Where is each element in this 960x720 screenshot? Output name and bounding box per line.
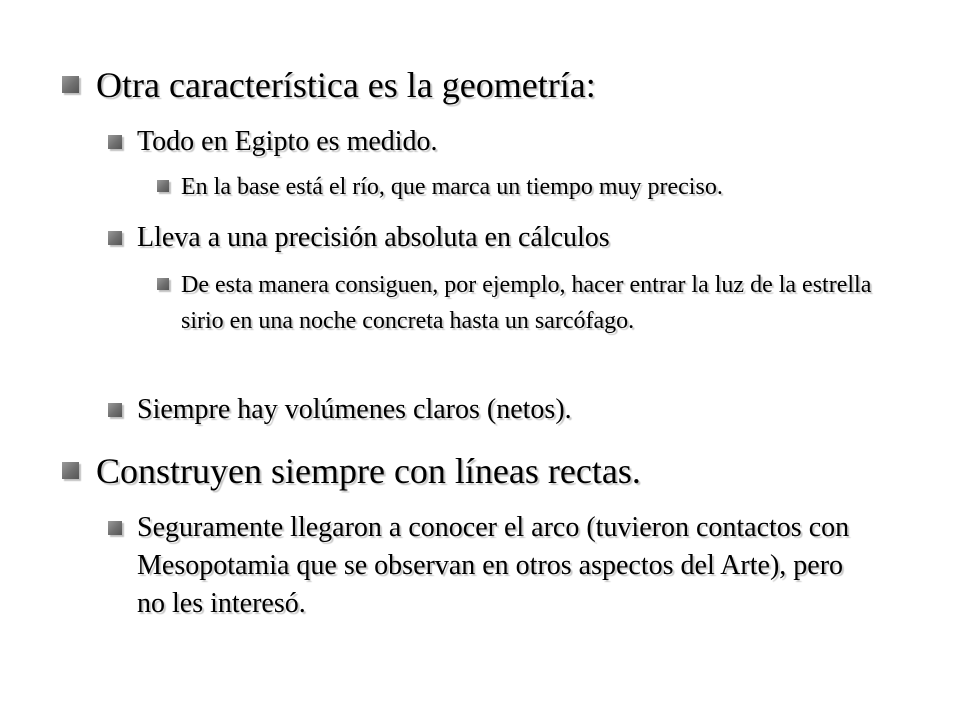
bullet-text: Seguramente llegaron a conocer el arco (tuvieron contactos con Mesopotamia que se observan en otros aspectos del Arte), pero no les interesó. <box>137 512 850 619</box>
bullet-item-arco <box>108 509 858 623</box>
square-bullet-icon <box>62 76 79 93</box>
bullet-text: Siempre hay volúmenes claros (netos). <box>137 394 572 425</box>
bullet-text: Otra característica es la geometría: <box>96 65 596 105</box>
square-bullet-icon <box>157 278 169 290</box>
bullet-text: Construyen siempre con líneas rectas. <box>96 451 641 491</box>
square-bullet-icon <box>108 135 122 149</box>
bullet-item-geometria <box>62 62 892 108</box>
square-bullet-icon <box>62 462 79 479</box>
bullet-item-rio <box>157 169 892 205</box>
bullet-item-sirio <box>157 267 877 339</box>
bullet-item-precision <box>108 219 888 257</box>
bullet-text: Todo en Egipto es medido. <box>137 126 438 157</box>
square-bullet-icon <box>108 521 122 535</box>
bullet-text: De esta manera consiguen, por ejemplo, hacer entrar la luz de la estrella sirio en una noche concreta hasta un sarcófago. <box>181 272 872 334</box>
bullet-item-lineas-rectas <box>62 448 892 494</box>
bullet-item-volumenes <box>108 391 888 429</box>
square-bullet-icon <box>108 403 122 417</box>
square-bullet-icon <box>157 180 169 192</box>
bullet-item-medido <box>108 123 888 161</box>
square-bullet-icon <box>108 231 122 245</box>
bullet-text: Lleva a una precisión absoluta en cálculos <box>137 222 610 253</box>
bullet-text: En la base está el río, que marca un tiempo muy preciso. <box>181 174 723 200</box>
